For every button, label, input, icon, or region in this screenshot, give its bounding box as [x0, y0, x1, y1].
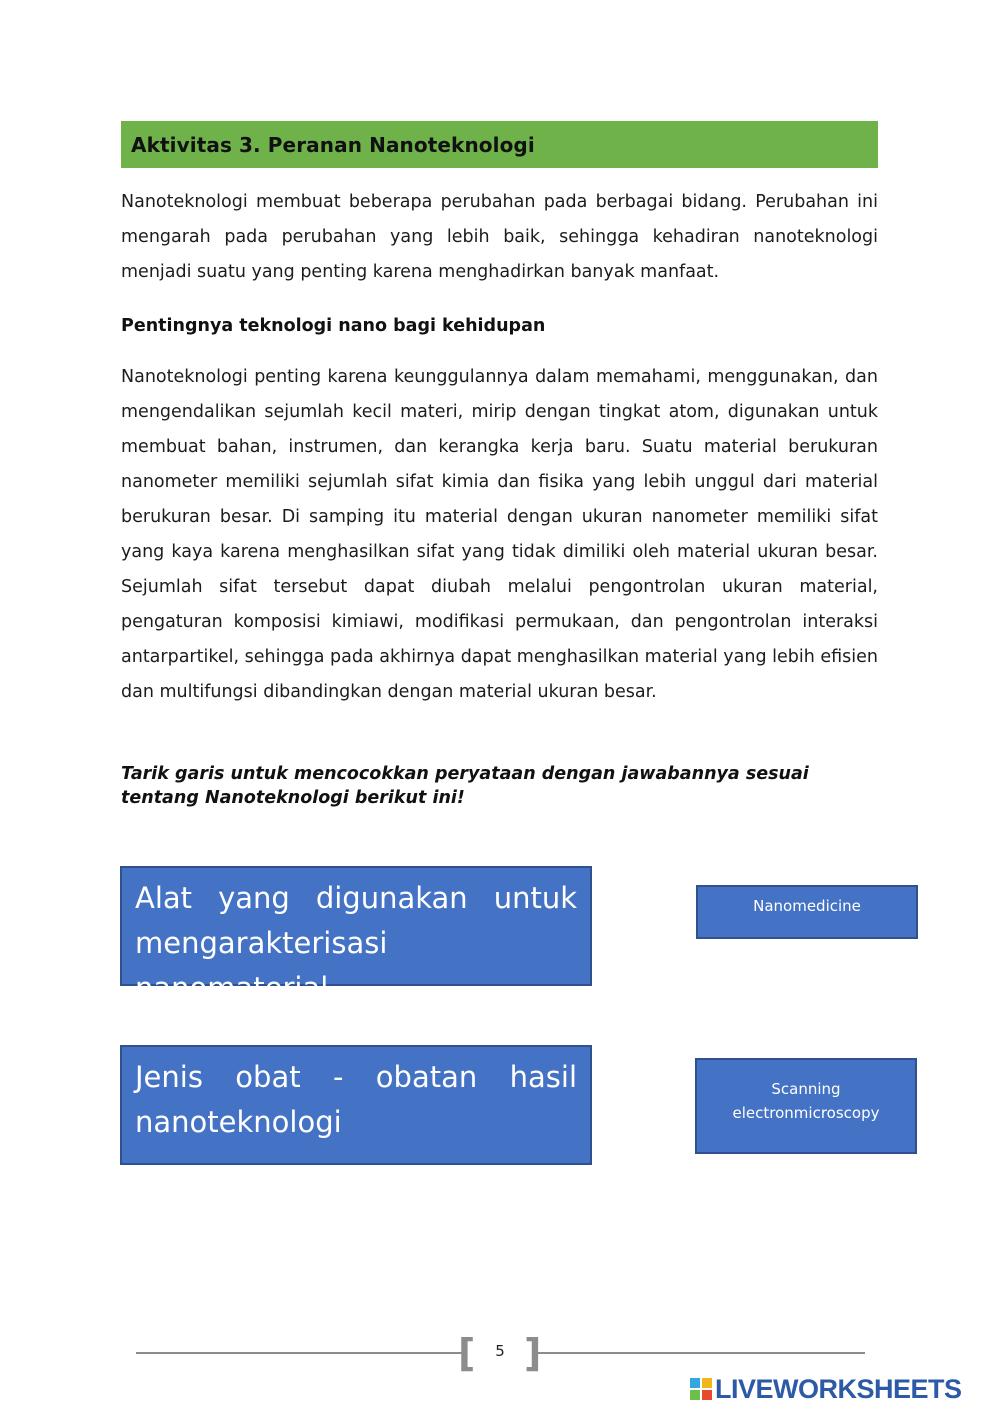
footer-divider-left: [136, 1352, 462, 1354]
intro-paragraph: Nanoteknologi membuat beberapa perubahan pada berbagai bidang. Perubahan ini mengarah pada perubahan yang lebih baik, sehingga kehadiran nanoteknologi menjadi suatu yang penting karena menghadirkan banyak manfaat.: [121, 192, 878, 282]
subheading: Pentingnya teknologi nano bagi kehidupan: [121, 316, 546, 336]
answer-box-scanning-em[interactable]: Scanning electronmicroscopy: [695, 1058, 917, 1154]
question-box-1[interactable]: Alat yang digunakan untuk mengarakterisasi nanomaterial: [120, 866, 592, 986]
section-banner: [121, 121, 878, 168]
answer-box-nanomedicine[interactable]: Nanomedicine: [696, 885, 918, 939]
left-bracket-icon: [: [458, 1331, 476, 1375]
liveworksheets-logo-icon: [690, 1378, 712, 1400]
question-box-2[interactable]: Jenis obat - obatan hasil nanoteknologi: [120, 1045, 592, 1165]
liveworksheets-brand[interactable]: [690, 1372, 962, 1406]
footer-divider-right: [538, 1352, 865, 1354]
brand-name: LIVEWORKSHEETS: [715, 1373, 962, 1404]
instruction-text: Tarik garis untuk mencocokkan peryataan dengan jawabannya sesuai tentang Nanoteknologi berikut ini!: [121, 764, 809, 808]
right-bracket-icon: ]: [524, 1331, 542, 1375]
page-number: 5: [495, 1342, 505, 1360]
section-title: Aktivitas 3. Peranan Nanoteknologi: [131, 132, 535, 157]
body-paragraph: Nanoteknologi penting karena keunggulannya dalam memahami, menggunakan, dan mengendalikan sejumlah kecil materi, mirip dengan tingkat atom, digunakan untuk membuat bahan, instrumen, dan kerangka kerja baru. Suatu material berukuran nanometer memiliki sejumlah sifat kimia dan fisika yang lebih unggul dari material berukuran besar. Di samping itu material dengan ukuran nanometer memiliki sifat yang kaya karena menghasilkan sifat yang tidak dimiliki oleh material ukuran besar. Sejumlah sifat tersebut dapat diubah melalui pengontrolan ukuran material, pengaturan komposisi kimiawi, modifikasi permukaan, dan pengontrolan interaksi antarpartikel, sehingga pada akhirnya dapat menghasilkan material yang lebih efisien dan multifungsi dibandingkan dengan material ukuran besar.: [121, 367, 878, 702]
